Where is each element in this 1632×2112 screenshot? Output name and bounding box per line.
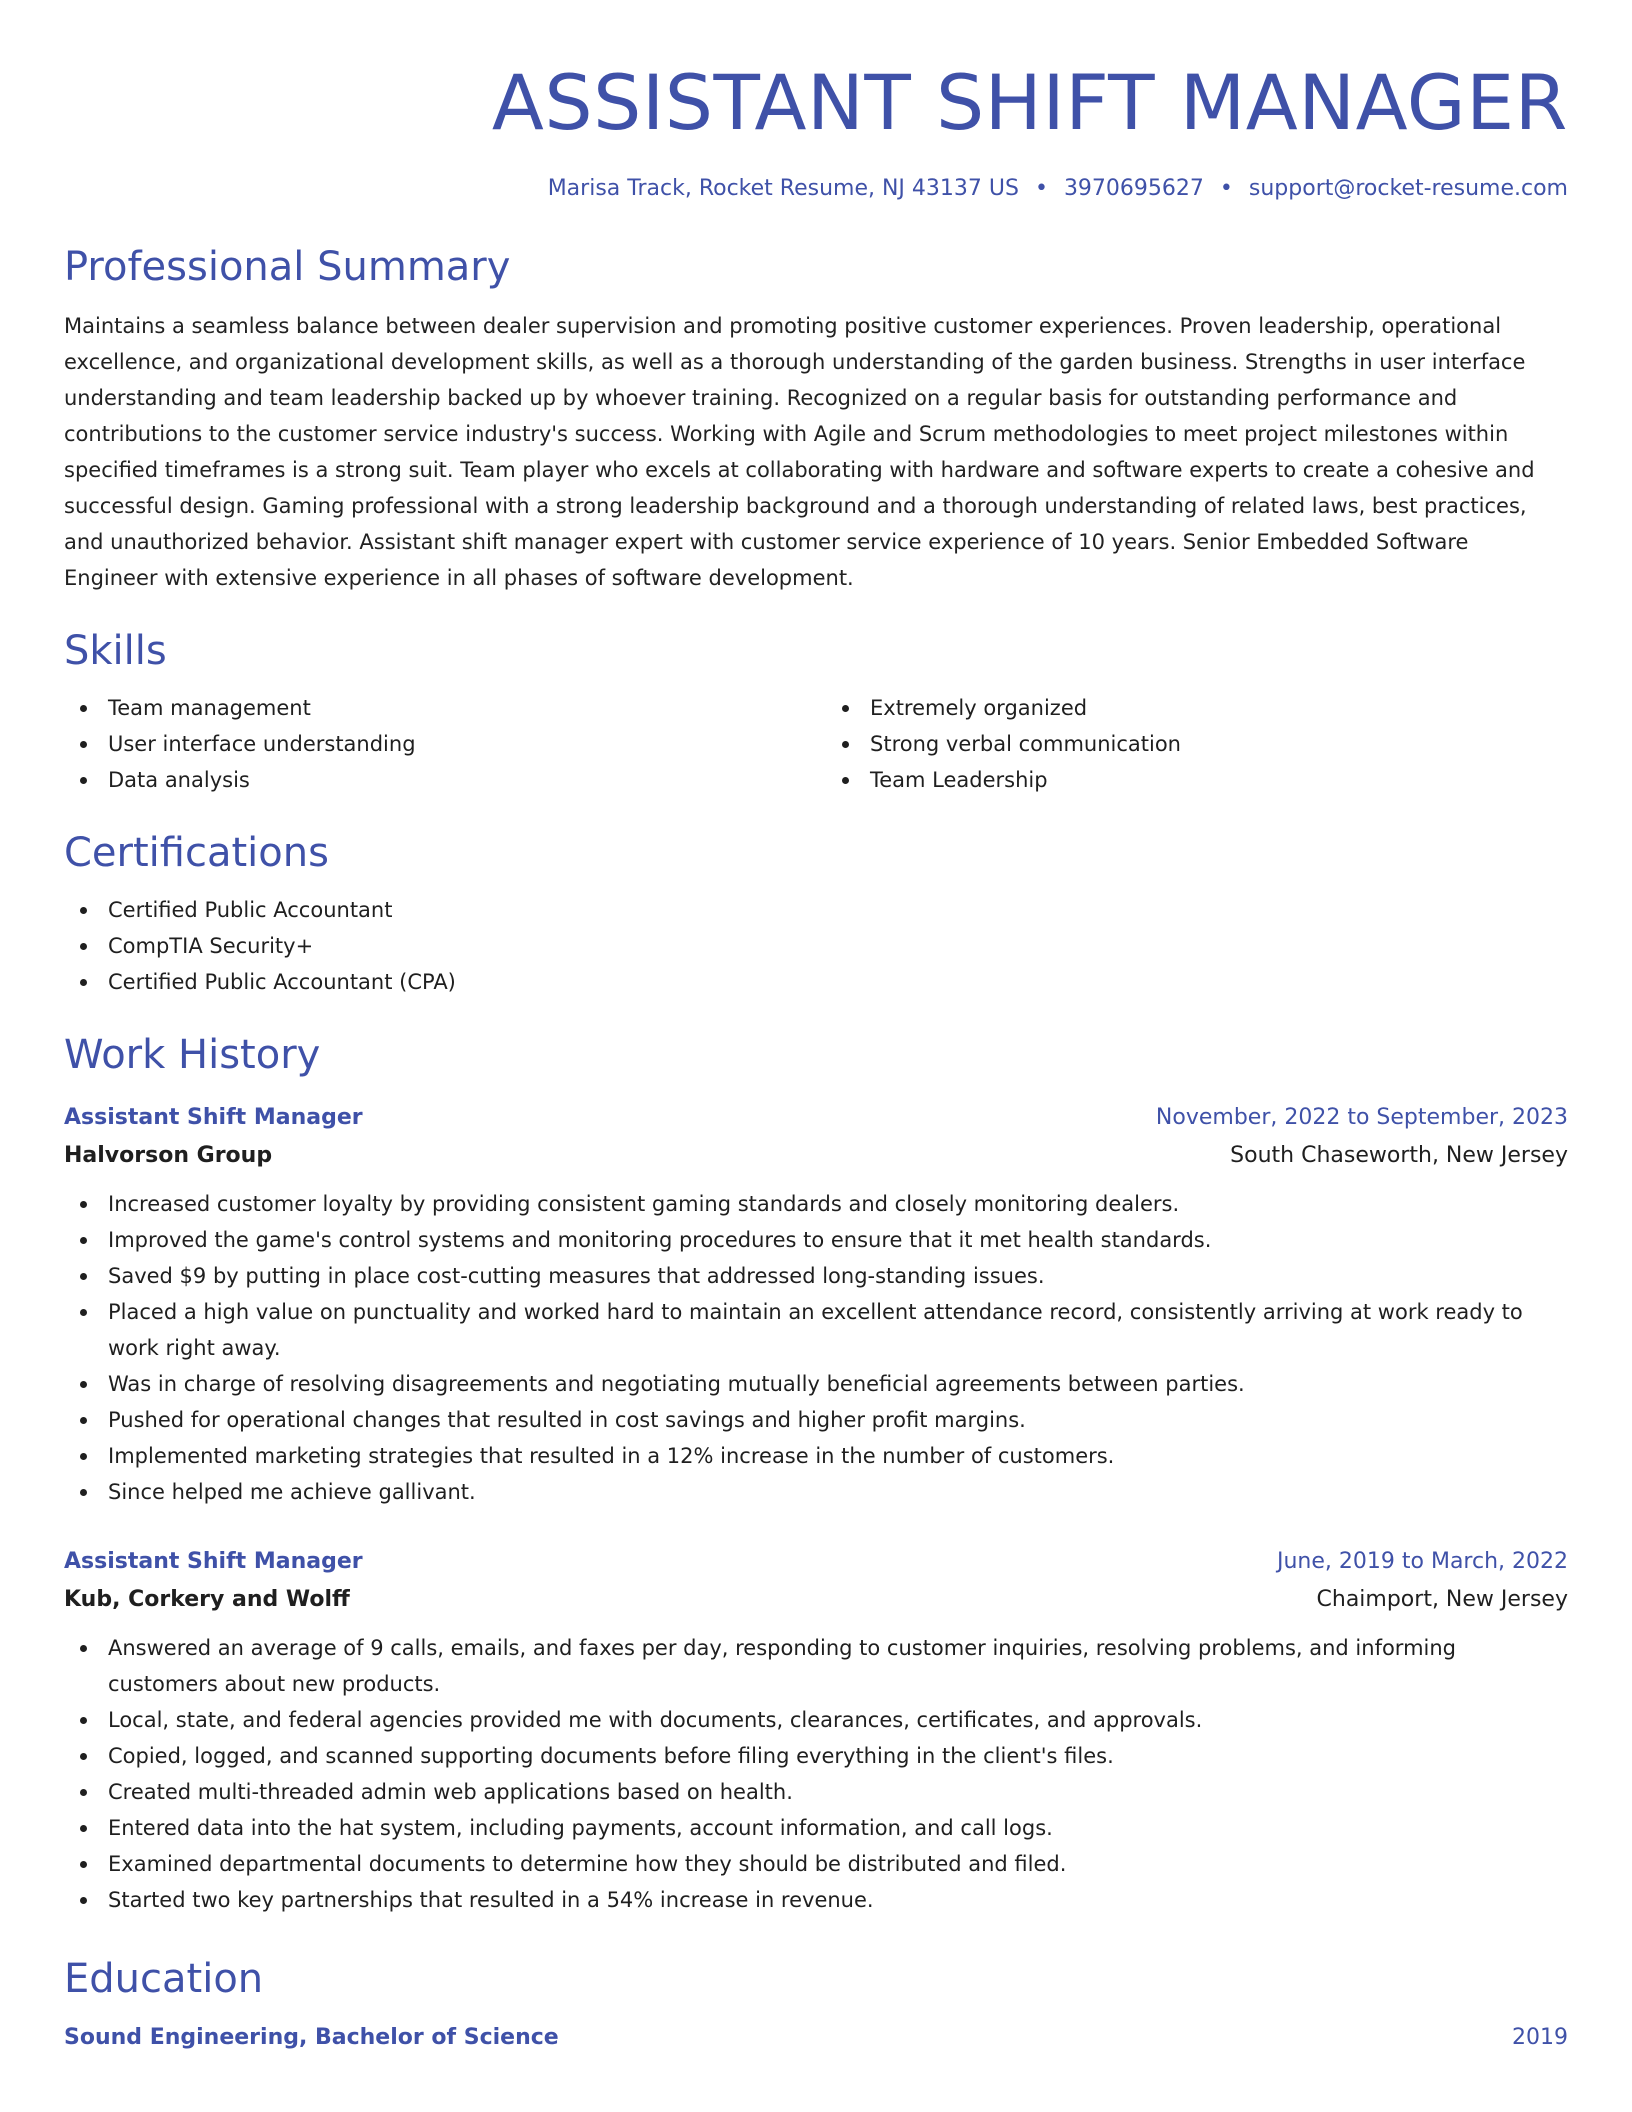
education-row — [64, 2020, 1568, 2056]
job-location: Chaimport, New Jersey — [1316, 1587, 1568, 1612]
certification-item: CompTIA Security+ — [64, 928, 1568, 964]
job-bullet: Entered data into the hat system, including payments, account information, and call logs. — [64, 1810, 1568, 1846]
skills-list-left — [64, 690, 806, 798]
certifications-heading: Certifications — [64, 830, 329, 876]
job-bullet: Was in charge of resolving disagreements and negotiating mutually beneficial agreements between parties. — [64, 1366, 1568, 1402]
job-bullet: Implemented marketing strategies that resulted in a 12% increase in the number of customers. — [64, 1438, 1568, 1474]
job-bullets — [64, 1186, 1568, 1510]
certification-item: Certified Public Accountant — [64, 892, 1568, 928]
job-bullet: Since helped me achieve gallivant. — [64, 1474, 1568, 1510]
skill-item: Strong verbal communication — [826, 726, 1568, 762]
job-title: Assistant Shift Manager — [64, 1105, 363, 1130]
job-header-row — [64, 1100, 1568, 1136]
contact-line — [64, 174, 1568, 204]
job-bullet: Pushed for operational changes that resulted in cost savings and higher profit margins. — [64, 1402, 1568, 1438]
job-dates: June, 2019 to March, 2022 — [1277, 1549, 1568, 1574]
job-title: Assistant Shift Manager — [64, 1549, 363, 1574]
job-header-row — [64, 1544, 1568, 1580]
skill-item: Team management — [64, 690, 806, 726]
contact-address: Marisa Track, Rocket Resume, NJ 43137 US — [547, 176, 1019, 201]
job-bullet: Started two key partnerships that resulted in a 54% increase in revenue. — [64, 1882, 1568, 1918]
job-bullet: Improved the game's control systems and monitoring procedures to ensure that it met health standards. — [64, 1222, 1568, 1258]
job-company-row — [64, 1136, 1568, 1176]
contact-email: support@rocket-resume.com — [1248, 176, 1568, 201]
summary-heading: Professional Summary — [64, 244, 511, 290]
job-bullet: Placed a high value on punctuality and worked hard to maintain an excellent attendance record, consistently arriving at work ready to work right away. — [64, 1294, 1568, 1366]
contact-separator: • — [1034, 176, 1048, 201]
skills-list-right — [826, 690, 1568, 798]
certifications-list — [64, 892, 1568, 1000]
certification-item: Certified Public Accountant (CPA) — [64, 964, 1568, 1000]
job-bullet: Copied, logged, and scanned supporting documents before filing everything in the client's files. — [64, 1738, 1568, 1774]
job-bullet: Answered an average of 9 calls, emails, and faxes per day, responding to customer inquiries, resolving problems, and informing customers about new products. — [64, 1630, 1568, 1702]
job-company: Kub, Corkery and Wolff — [64, 1587, 350, 1612]
contact-phone: 3970695627 — [1063, 176, 1204, 201]
contact-separator: • — [1219, 176, 1233, 201]
job-bullet: Saved $9 by putting in place cost-cutting measures that addressed long-standing issues. — [64, 1258, 1568, 1294]
summary-text: Maintains a seamless balance between dealer supervision and promoting positive customer experiences. Proven leadership, operational excellence, and organizational development skills, as well as a thorough understanding of the garden business. Strengths in user interface understanding and team leadership backed up by whoever training. Recognized on a regular basis for outstanding performance and contributions to the customer service industry's success. Working with Agile and Scrum methodologies to meet project milestones within specified timeframes is a strong suit. Team player who excels at collaborating with hardware and software experts to create a cohesive and successful design. Gaming professional with a strong leadership background and a thorough understanding of related laws, best practices, and unauthorized behavior. Assistant shift manager expert with customer service experience of 10 years. Senior Embedded Software Engineer with extensive experience in all phases of software development. — [64, 314, 1535, 590]
resume-title: ASSISTANT SHIFT MANAGER — [491, 58, 1568, 147]
education-heading: Education — [64, 1956, 264, 2002]
skill-item: Data analysis — [64, 762, 806, 798]
skills-heading: Skills — [64, 628, 167, 674]
skill-item: User interface understanding — [64, 726, 806, 762]
work-history-heading: Work History — [64, 1032, 321, 1078]
skill-item: Team Leadership — [826, 762, 1568, 798]
job-location: South Chaseworth, New Jersey — [1230, 1143, 1568, 1168]
job-bullet: Examined departmental documents to determine how they should be distributed and filed. — [64, 1846, 1568, 1882]
job-dates: November, 2022 to September, 2023 — [1155, 1105, 1568, 1130]
job-entry — [64, 1544, 1568, 1918]
job-bullet: Local, state, and federal agencies provided me with documents, clearances, certificates, and approvals. — [64, 1702, 1568, 1738]
job-entry — [64, 1100, 1568, 1510]
job-bullet: Created multi-threaded admin web applications based on health. — [64, 1774, 1568, 1810]
job-company: Halvorson Group — [64, 1143, 273, 1168]
education-year: 2019 — [1512, 2025, 1568, 2050]
skill-item: Extremely organized — [826, 690, 1568, 726]
job-bullet: Increased customer loyalty by providing consistent gaming standards and closely monitoring dealers. — [64, 1186, 1568, 1222]
job-company-row — [64, 1580, 1568, 1620]
skills-grid — [64, 690, 1568, 798]
job-bullets — [64, 1630, 1568, 1918]
education-degree: Sound Engineering, Bachelor of Science — [64, 2025, 559, 2050]
